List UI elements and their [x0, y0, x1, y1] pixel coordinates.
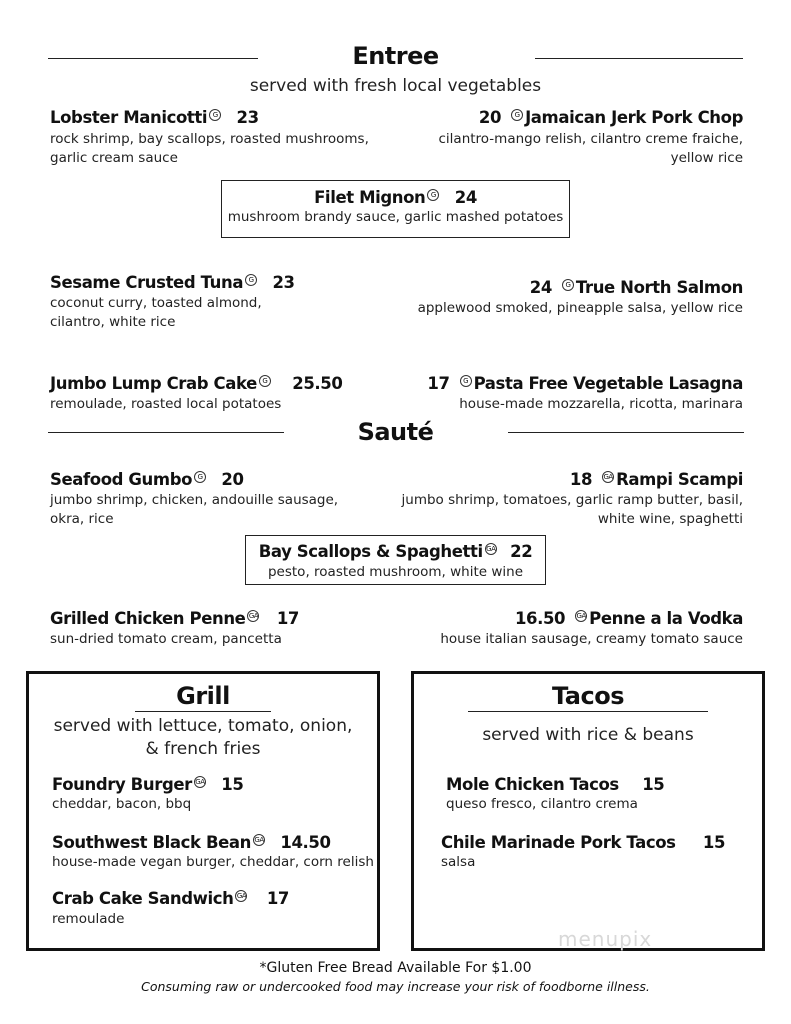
- item-description: cheddar, bacon, bbq: [52, 796, 192, 812]
- menu-item-grilled-chicken-penne: [50, 609, 299, 628]
- menu-item-southwest-black-bean: [52, 833, 331, 852]
- item-price: 24: [454, 188, 477, 207]
- item-price: 22: [510, 542, 533, 561]
- item-price: 20: [478, 108, 502, 127]
- item-name: Crab Cake Sandwich: [52, 889, 234, 908]
- item-description-line: cilantro, white rice: [50, 314, 176, 330]
- item-description: remoulade: [52, 911, 125, 927]
- item-description: remoulade, roasted local potatoes: [50, 396, 282, 412]
- grill-subtitle-line-2: & french fries: [145, 739, 261, 759]
- menu-item-crab-cake-sandwich: [52, 889, 289, 908]
- item-price: 15: [702, 833, 726, 852]
- gluten-free-mark-icon: G: [460, 375, 472, 387]
- item-name: Sesame Crusted Tuna: [50, 273, 244, 292]
- item-name: Southwest Black Bean: [52, 833, 251, 852]
- menu-item-penne-a-la-vodka: [515, 609, 743, 628]
- item-description: applewood smoked, pineapple salsa, yellow rice: [417, 300, 743, 316]
- item-description-line: okra, rice: [50, 511, 114, 527]
- gluten-free-advisable-mark-icon: GA: [236, 891, 247, 900]
- menu-item-mole-chicken-tacos: [446, 775, 664, 794]
- item-description: pesto, roasted mushroom, white wine: [267, 564, 524, 580]
- menu-item-seafood-gumbo: [50, 470, 244, 489]
- food-safety-warning: Consuming raw or undercooked food may increase your risk of foodborne illness.: [141, 979, 650, 994]
- item-description: salsa: [441, 854, 476, 870]
- item-name: Foundry Burger: [52, 775, 192, 794]
- item-description: house-made mozzarella, ricotta, marinara: [459, 396, 743, 412]
- item-description: mushroom brandy sauce, garlic mashed potatoes: [227, 209, 564, 225]
- item-description: [50, 130, 369, 168]
- gluten-free-advisable-mark-icon: GA: [603, 472, 613, 481]
- item-price: 17: [276, 609, 299, 628]
- item-description-line: coconut curry, toasted almond,: [50, 295, 262, 311]
- gluten-free-advisable-mark-icon: GA: [576, 611, 586, 620]
- item-description: queso fresco, cilantro crema: [446, 796, 638, 812]
- menu-item-chile-marinade-pork-tacos: [441, 833, 725, 852]
- item-description-line: yellow rice: [670, 150, 743, 166]
- gluten-free-advisable-mark-icon: GA: [195, 777, 205, 786]
- item-price: 17: [266, 889, 289, 908]
- gluten-free-mark-icon: G: [209, 109, 221, 121]
- menu-item-jumbo-lump-crab-cake: [50, 374, 342, 393]
- menu-item-foundry-burger: [52, 775, 243, 794]
- item-description-line: jumbo shrimp, chicken, andouille sausage,: [50, 492, 339, 508]
- item-description: [402, 491, 743, 529]
- tacos-title: Tacos: [552, 682, 624, 710]
- item-price: 23: [272, 273, 295, 292]
- gluten-free-mark-icon: G: [194, 471, 206, 483]
- grill-title-underline: [135, 711, 271, 712]
- gluten-free-advisable-mark-icon: GA: [486, 544, 496, 553]
- menu-item-bay-scallops-spaghetti: [245, 542, 546, 561]
- item-description-line: rock shrimp, bay scallops, roasted mushrooms,: [50, 131, 369, 147]
- item-name: Grilled Chicken Penne: [50, 609, 246, 628]
- item-description: sun-dried tomato cream, pancetta: [50, 631, 282, 647]
- item-price: 24: [529, 278, 552, 297]
- item-name: Penne a la Vodka: [589, 609, 743, 628]
- item-price: 15: [221, 775, 244, 794]
- item-price: 23: [236, 108, 259, 127]
- item-description-line: jumbo shrimp, tomatoes, garlic ramp butter, basil,: [401, 492, 743, 508]
- item-price: 14.50: [280, 833, 331, 852]
- item-name: Rampi Scampi: [616, 470, 743, 489]
- entree-subtitle: served with fresh local vegetables: [249, 76, 542, 96]
- entree-title: Entree: [352, 42, 439, 70]
- item-price: 17: [427, 374, 450, 393]
- item-description-line: cilantro-mango relish, cilantro creme fraiche,: [438, 131, 743, 147]
- menu-item-jamaican-jerk-pork-chop: [479, 108, 743, 127]
- item-description: [50, 491, 338, 529]
- item-name: Bay Scallops & Spaghetti: [258, 542, 483, 561]
- item-name: Lobster Manicotti: [50, 108, 208, 127]
- gluten-free-mark-icon: G: [562, 279, 574, 291]
- gluten-free-mark-icon: G: [259, 375, 271, 387]
- item-name: Pasta Free Vegetable Lasagna: [473, 374, 743, 393]
- item-name: Mole Chicken Tacos: [446, 775, 619, 794]
- menu-item-rampi-scampi: [570, 470, 743, 489]
- saute-title: Sauté: [357, 418, 434, 446]
- watermark-logo: menupix: [558, 927, 653, 951]
- gluten-free-advisable-mark-icon: GA: [254, 835, 264, 844]
- menu-item-pasta-free-vegetable-lasagna: [427, 374, 743, 393]
- item-name: True North Salmon: [575, 278, 743, 297]
- gluten-free-advisable-mark-icon: GA: [248, 611, 259, 620]
- item-name: Jumbo Lump Crab Cake: [50, 374, 257, 393]
- menu-item-filet-mignon: [221, 188, 570, 207]
- menu-item-lobster-manicotti: [50, 108, 259, 127]
- item-description-line: garlic cream sauce: [50, 150, 178, 166]
- item-description: house italian sausage, creamy tomato sauce: [440, 631, 743, 647]
- item-price: 16.50: [514, 609, 566, 628]
- menu-item-sesame-crusted-tuna: [50, 273, 295, 292]
- item-name: Chile Marinade Pork Tacos: [441, 833, 676, 852]
- grill-subtitle-line-1: served with lettuce, tomato, onion,: [53, 716, 353, 736]
- item-name: Jamaican Jerk Pork Chop: [525, 108, 743, 127]
- menu-item-true-north-salmon: [530, 278, 743, 297]
- tacos-title-underline: [468, 711, 708, 712]
- tacos-subtitle: served with rice & beans: [482, 725, 694, 745]
- item-price: 25.50: [292, 374, 343, 393]
- item-description: [50, 294, 262, 332]
- item-description: [439, 130, 744, 168]
- item-price: 18: [569, 470, 593, 489]
- item-description-line: white wine, spaghetti: [597, 511, 743, 527]
- item-price: 20: [221, 470, 244, 489]
- item-description: house-made vegan burger, cheddar, corn relish: [52, 854, 374, 870]
- gluten-free-bread-note: *Gluten Free Bread Available For $1.00: [259, 960, 532, 976]
- gluten-free-mark-icon: G: [427, 189, 439, 201]
- grill-title: Grill: [176, 682, 230, 710]
- item-price: 15: [642, 775, 665, 794]
- gluten-free-mark-icon: G: [511, 109, 523, 121]
- item-name: Filet Mignon: [314, 188, 426, 207]
- gluten-free-mark-icon: G: [245, 274, 257, 286]
- item-name: Seafood Gumbo: [50, 470, 193, 489]
